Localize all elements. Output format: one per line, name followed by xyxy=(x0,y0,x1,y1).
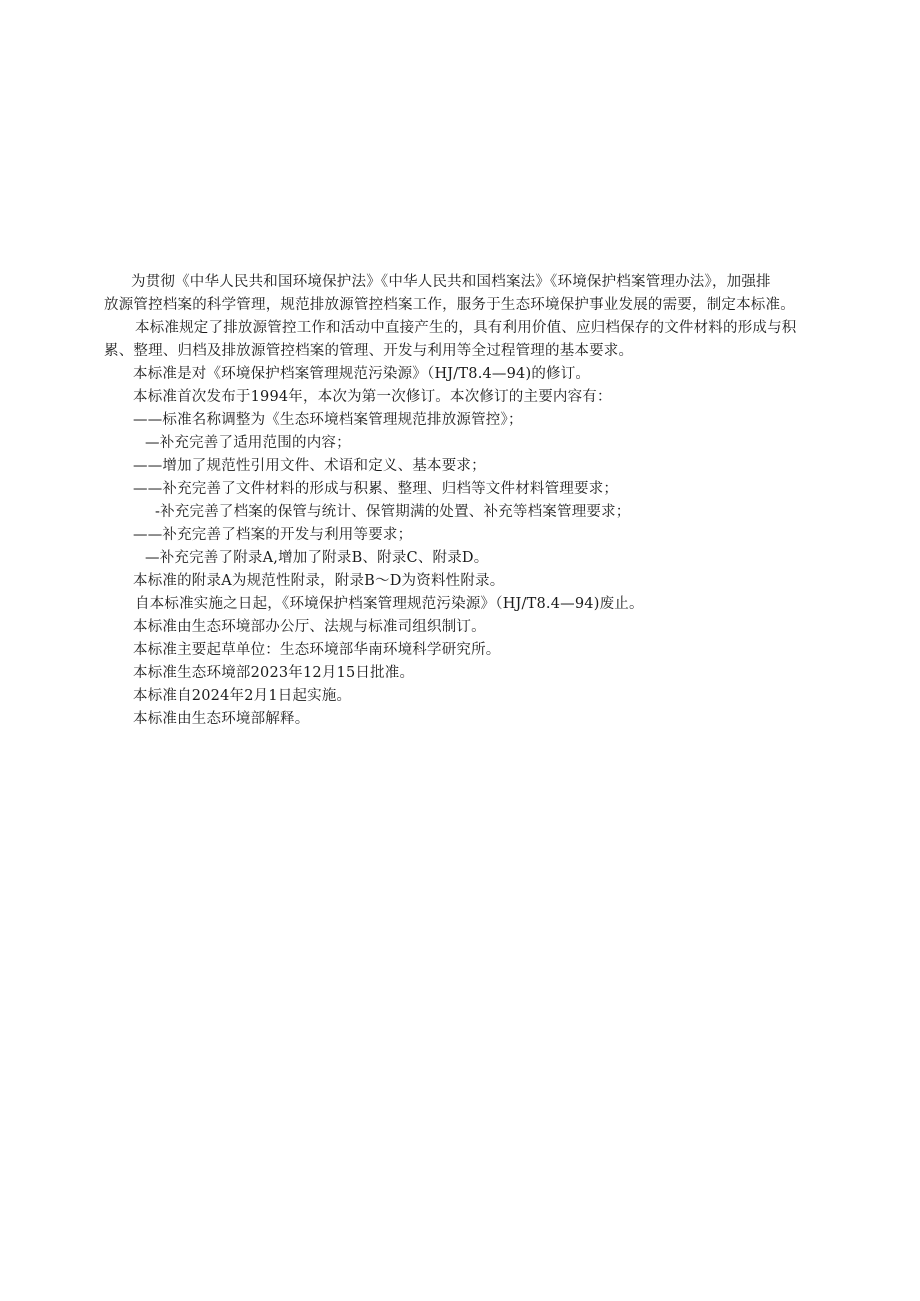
paragraph-line: 本标准主要起草单位：生态环境部华南环境科学研究所。 xyxy=(133,642,501,658)
paragraph-line: 本标准规定了排放源管控工作和活动中直接产生的，具有利用价值、应归档保存的文件材料的形成与积 xyxy=(135,320,797,336)
paragraph-line: 本标准是对《环境保护档案管理规范污染源》（HJ/T8.4—94)的修订。 xyxy=(133,366,591,382)
list-item: ——增加了规范性引用文件、术语和定义、基本要求； xyxy=(133,458,486,474)
paragraph-line: 自本标准实施之日起，《环境保护档案管理规范污染源》（HJ/T8.4—94)废止。 xyxy=(135,596,644,612)
paragraph-line: 本标准由生态环境部办公厅、法规与标准司组织制订。 xyxy=(133,619,486,635)
paragraph-line: 本标准由生态环境部解释。 xyxy=(133,711,310,727)
list-item: —补充完善了附录A,增加了附录B、附录C、附录D。 xyxy=(145,550,489,566)
list-item: —补充完善了适用范围的内容； xyxy=(145,435,351,451)
list-item: -补充完善了档案的保管与统计、保管期满的处置、补充等档案管理要求； xyxy=(155,504,631,520)
list-item: ——标准名称调整为《生态环境档案管理规范排放源管控》； xyxy=(133,412,523,428)
paragraph-line: 本标准首次发布于1994年，本次为第一次修订。本次修订的主要内容有： xyxy=(133,389,612,405)
list-item: ——补充完善了文件材料的形成与积累、整理、归档等文件材料管理要求； xyxy=(133,481,619,497)
foreword-text xyxy=(104,271,834,731)
paragraph-line: 放源管控档案的科学管理，规范排放源管控档案工作，服务于生态环境保护事业发展的需要，制定本标准。 xyxy=(104,297,795,313)
paragraph-line: 累、整理、归档及排放源管控档案的管理、开发与利用等全过程管理的基本要求。 xyxy=(104,343,634,359)
paragraph-line: 为贯彻《中华人民共和国环境保护法》《中华人民共和国档案法》《环境保护档案管理办法》，加强排 xyxy=(131,274,771,290)
paragraph-line: 本标准自2024年2月1日起实施。 xyxy=(133,688,352,704)
list-item: ——补充完善了档案的开发与利用等要求； xyxy=(133,527,413,543)
paragraph-line: 本标准生态环境部2023年12月15日批准。 xyxy=(133,665,415,681)
paragraph-line: 本标准的附录A为规范性附录，附录B〜D为资料性附录。 xyxy=(133,573,505,589)
